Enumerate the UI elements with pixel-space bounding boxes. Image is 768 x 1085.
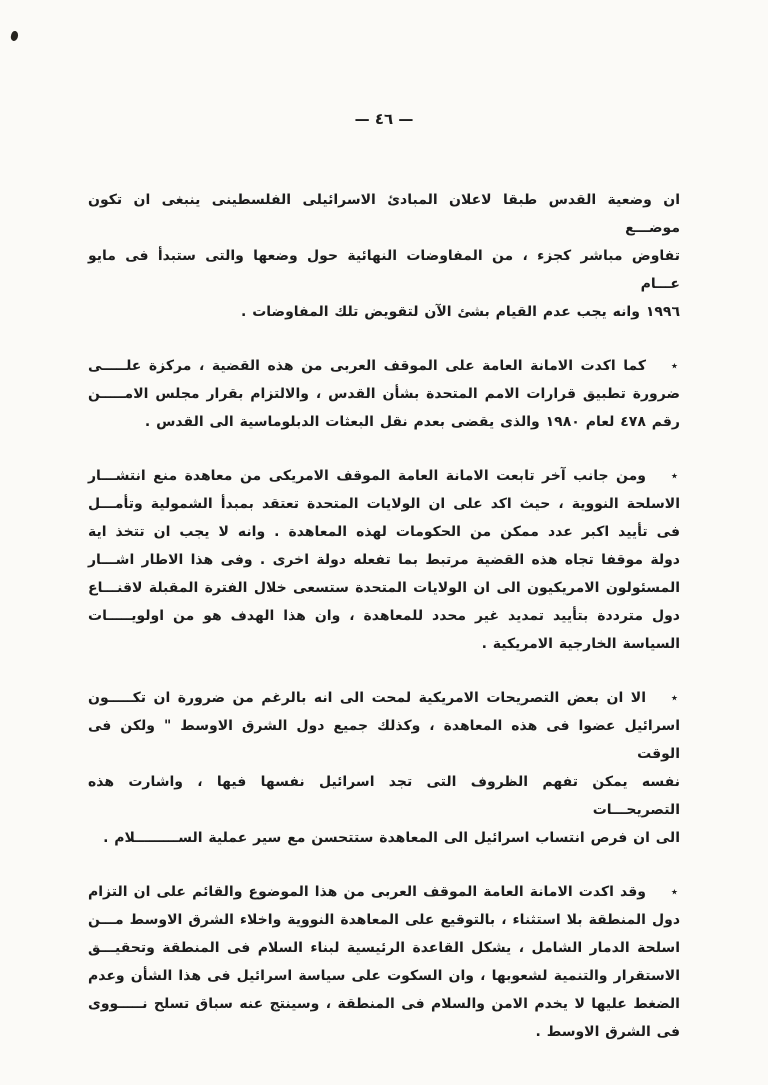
text-line: ضرورة تطبيق قرارات الامم المتحدة بشأن القدس ، والالتزام بقرار مجلس الامـــــن: [88, 386, 680, 402]
text-line: الاسلحة النووية ، حيث اكد على ان الولايات المتحدة تعتقد بمبدأ الشمولية وتأمـــل: [88, 496, 680, 512]
text-line: الضغط عليها لا يخدم الامن والسلام فى المنطقة ، وسينتج عنه سباق تسلح نـــــووى: [88, 996, 680, 1012]
scan-artifact-dot: [10, 30, 20, 42]
text-line: السياسة الخارجية الامريكية .: [481, 636, 680, 652]
text-line: الاستقرار والتنمية لشعوبها ، وان السكوت على سياسة اسرائيل فى هذا الشأن وعدم: [88, 968, 680, 984]
paragraph-5: [88, 878, 680, 1046]
text-line: ان وضعية القدس طبقا لاعلان المبادئ الاسرائيلى الفلسطينى ينبغى ان تكون موضـــع: [88, 192, 680, 236]
bullet-marker: ٭: [670, 885, 678, 900]
bullet-marker: ٭: [670, 359, 678, 374]
text-line: ومن جانب آخر تابعت الامانة العامة الموقف الامريكى من معاهدة منع انتشـــار: [88, 468, 646, 484]
paragraph-3: [88, 462, 680, 658]
bullet-marker: ٭: [670, 469, 678, 484]
bullet-marker: ٭: [670, 691, 678, 706]
text-line: دول المنطقة بلا استثناء ، بالتوقيع على المعاهدة النووية واخلاء الشرق الاوسط مـــن: [88, 912, 680, 928]
text-line: تفاوض مباشر كجزء ، من المفاوضات النهائية حول وضعها والتى ستبدأ فى مايو عـــام: [88, 248, 680, 292]
text-line: فى تأييد اكبر عدد ممكن من الحكومات لهذه المعاهدة . وانه لا يجب ان تتخذ اية: [88, 524, 680, 540]
text-line: ١٩٩٦ وانه يجب عدم القيام بشئ الآن لتقويض تلك المفاوضات .: [241, 304, 680, 320]
text-line: نفسه يمكن تفهم الظروف التى تجد اسرائيل نفسها فيها ، واشارت هذه التصريحـــات: [88, 774, 680, 818]
paragraph-4: [88, 684, 680, 852]
document-body: [88, 186, 680, 1046]
text-line: دولة موقفا تجاه هذه القضية مرتبط بما تفعله دولة اخرى . وفى هذا الاطار اشـــار: [88, 552, 680, 568]
text-line: دول مترددة بتأييد تمديد غير محدد للمعاهدة ، وان هذا الهدف هو من اولويـــــات: [88, 608, 680, 624]
paragraph-1: [88, 186, 680, 326]
paragraph-2: [88, 352, 680, 436]
text-line: الا ان بعض التصريحات الامريكية لمحت الى انه بالرغم من ضرورة ان تكـــــون: [88, 690, 646, 706]
text-line: وقد اكدت الامانة العامة الموقف العربى من هذا الموضوع والقائم على ان التزام: [88, 884, 646, 900]
text-line: فى الشرق الاوسط .: [535, 1024, 680, 1040]
text-line: الى ان فرص انتساب اسرائيل الى المعاهدة ستتحسن مع سير عملية الســـــــــلام .: [103, 830, 680, 846]
text-line: كما اكدت الامانة العامة على الموقف العربى من هذه القضية ، مركزة علـــــى: [88, 358, 646, 374]
text-line: المسئولون الامريكيون الى ان الولايات المتحدة ستسعى خلال الفترة المقبلة لاقنـــاع: [88, 580, 680, 596]
text-line: رقم ٤٧٨ لعام ١٩٨٠ والذى يقضى بعدم نقل البعثات الدبلوماسية الى القدس .: [144, 414, 680, 430]
text-line: اسلحة الدمار الشامل ، يشكل القاعدة الرئيسية لبناء السلام فى المنطقة وتحقيـــق: [88, 940, 680, 956]
text-line: اسرائيل عضوا فى هذه المعاهدة ، وكذلك جميع دول الشرق الاوسط " ولكن فى الوقت: [88, 718, 680, 762]
page-number: — ٤٦ —: [354, 110, 414, 128]
